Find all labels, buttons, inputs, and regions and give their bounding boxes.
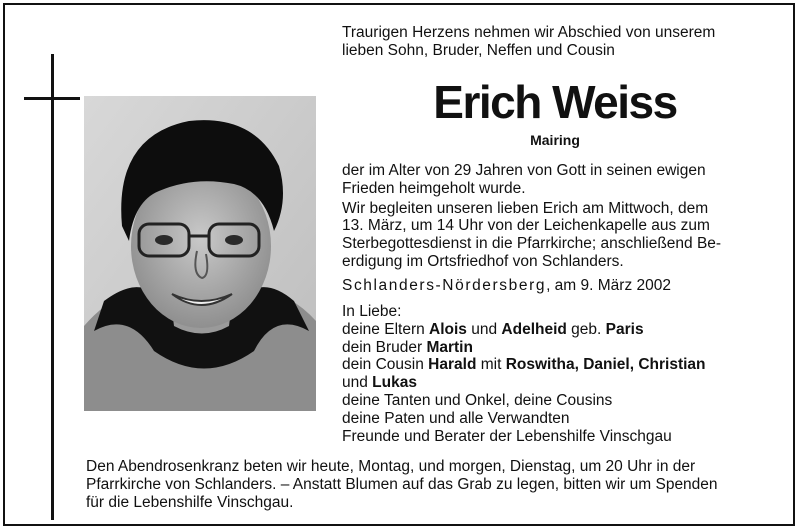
mourner-text: geb. bbox=[566, 320, 606, 338]
portrait-photo bbox=[84, 96, 316, 411]
rosary-line: Den Abendrosenkranz beten wir heute, Montag, und morgen, Dienstag, um 20 Uhr in der bbox=[86, 458, 696, 475]
mourner-name: Roswitha, Daniel, Christian bbox=[505, 356, 706, 374]
cross-icon-horizontal bbox=[24, 97, 80, 100]
date-place: Schlanders-Nördersberg bbox=[342, 276, 547, 294]
mourner-name: Alois bbox=[429, 320, 467, 338]
mourner-text: und bbox=[342, 374, 373, 392]
mourner-text: dein Cousin bbox=[342, 356, 429, 374]
mourner-line: deine Tanten und Onkel, deine Cousins bbox=[342, 391, 613, 409]
rosary-paragraph bbox=[86, 458, 774, 511]
funeral-line: 13. März, um 14 Uhr von der Leichenkapelle aus zum bbox=[342, 217, 710, 235]
funeral-line: Wir begleiten unseren lieben Erich am Mittwoch, dem bbox=[342, 199, 709, 217]
in-liebe: In Liebe: bbox=[342, 303, 402, 320]
mourner-text: dein Bruder bbox=[342, 338, 427, 356]
mourner-line bbox=[342, 321, 768, 339]
deceased-place: Mairing bbox=[530, 132, 580, 148]
date-text: , am 9. März 2002 bbox=[546, 276, 671, 294]
mourner-text: mit bbox=[476, 356, 506, 374]
mourner-name: Adelheid bbox=[501, 320, 567, 338]
mourner-name: Lukas bbox=[372, 374, 417, 392]
mourner-text: und bbox=[466, 320, 502, 338]
death-line: Frieden heimgeholt wurde. bbox=[342, 179, 526, 197]
mourner-name: Paris bbox=[605, 320, 644, 338]
intro-line: lieben Sohn, Bruder, Neffen und Cousin bbox=[342, 41, 615, 59]
mourner-line bbox=[342, 356, 768, 374]
intro-line: Traurigen Herzens nehmen wir Abschied von unserem bbox=[342, 24, 716, 41]
mourner-line bbox=[342, 374, 768, 392]
death-line: der im Alter von 29 Jahren von Gott in seinen ewigen bbox=[342, 162, 706, 179]
funeral-line: erdigung im Ortsfriedhof von Schlanders. bbox=[342, 252, 624, 270]
mourner-line bbox=[342, 339, 768, 357]
mourner-text: deine Eltern bbox=[342, 320, 430, 338]
funeral-line: Sterbegottesdienst in die Pfarrkirche; anschließend Be- bbox=[342, 235, 722, 253]
mourner-name: Harald bbox=[428, 356, 477, 374]
rosary-line: für die Lebenshilfe Vinschgau. bbox=[86, 493, 294, 511]
date-line bbox=[342, 277, 768, 295]
mourner-line: deine Paten und alle Verwandten bbox=[342, 409, 570, 427]
rosary-line: Pfarrkirche von Schlanders. – Anstatt Blumen auf das Grab zu legen, bitten wir um Spenden bbox=[86, 475, 718, 493]
cross-icon-vertical bbox=[51, 54, 54, 520]
mourner-name: Martin bbox=[426, 338, 473, 356]
mourners-list bbox=[342, 303, 768, 445]
deceased-name: Erich Weiss bbox=[433, 76, 677, 128]
mourner-line: Freunde und Berater der Lebenshilfe Vinschgau bbox=[342, 427, 672, 445]
